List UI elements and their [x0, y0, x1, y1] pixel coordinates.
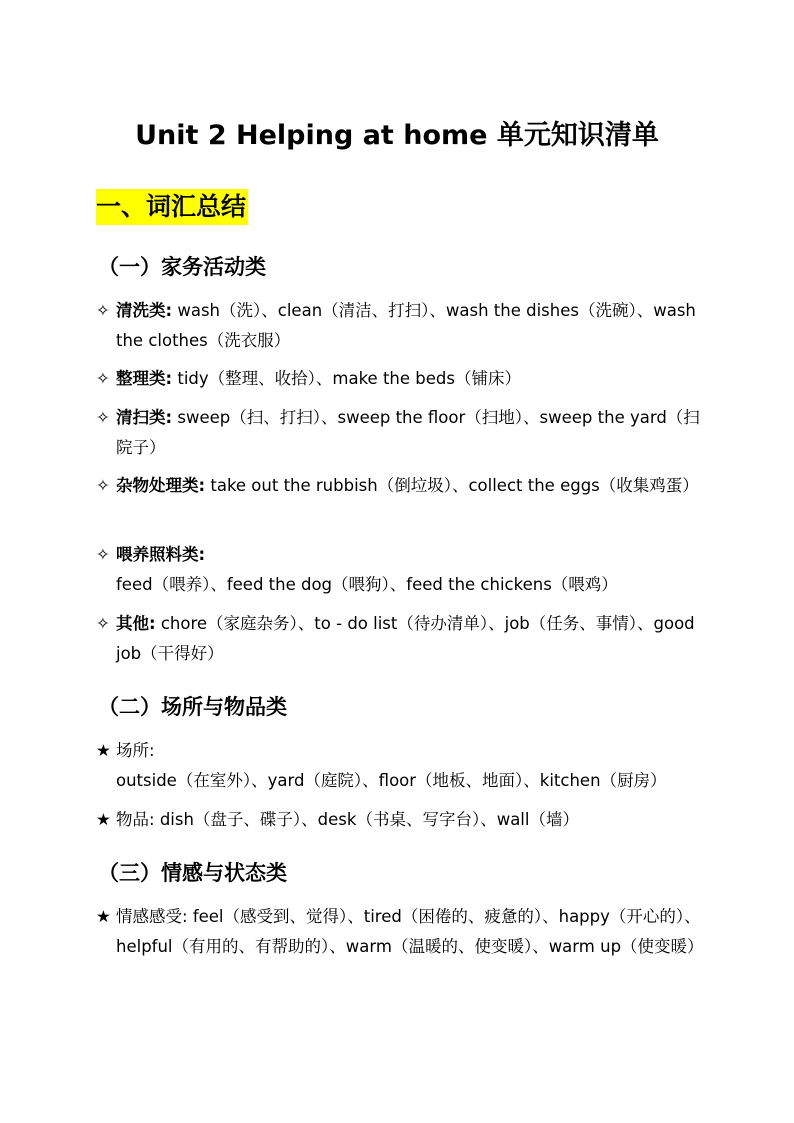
- item-text: tidy（整理、收拾）、make the beds（铺床）: [177, 369, 521, 388]
- star-bullet-icon: ★: [96, 907, 111, 926]
- item-text: outside（在室外）、yard（庭院）、floor（地板、地面）、kitchen（厨房）: [116, 771, 667, 790]
- item-label: 其他:: [116, 614, 156, 633]
- item-text: chore（家庭杂务）、to - do list（待办清单）、job（任务、事情）、good job（干得好）: [116, 614, 695, 663]
- item-text: take out the rubbish（倒垃圾）、collect the eggs（收集鸡蛋）: [210, 476, 699, 495]
- item-label: 清洗类:: [116, 301, 173, 320]
- star-bullet-icon: ★: [96, 810, 111, 829]
- item-label: 整理类:: [116, 369, 173, 388]
- item-label: 物品:: [116, 810, 155, 829]
- item-label: 清扫类:: [116, 408, 173, 427]
- list-item: [96, 540, 706, 600]
- section-heading-vocabulary: 一、词汇总结: [96, 189, 248, 225]
- item-text: wash（洗）、clean（清洁、打扫）、wash the dishes（洗碗）、wash the clothes（洗衣服）: [116, 301, 696, 350]
- list-item: [96, 902, 706, 962]
- subheading-household-chores: （一）家务活动类: [98, 255, 266, 279]
- list-item: [96, 296, 706, 356]
- list-item: [96, 403, 706, 463]
- item-label: 场所:: [116, 741, 155, 760]
- subheading-emotions-states: （三）情感与状态类: [98, 861, 287, 885]
- list-item: [96, 736, 706, 796]
- item-text: feel（感受到、觉得）、tired（困倦的、疲惫的）、happy（开心的）、helpful（有用的、有帮助的）、warm（温暖的、使变暖）、warm up（使变暖）: [116, 907, 704, 956]
- diamond-bullet-icon: ✧: [96, 545, 110, 564]
- page-title: Unit 2 Helping at home 单元知识清单: [135, 120, 659, 151]
- list-item: [96, 805, 706, 835]
- list-item: [96, 364, 706, 394]
- item-label: 喂养照料类:: [116, 545, 206, 564]
- diamond-bullet-icon: ✧: [96, 301, 110, 320]
- diamond-bullet-icon: ✧: [96, 369, 110, 388]
- item-text: feed（喂养）、feed the dog（喂狗）、feed the chickens（喂鸡）: [116, 575, 618, 594]
- diamond-bullet-icon: ✧: [96, 614, 110, 633]
- item-label: 杂物处理类:: [116, 476, 206, 495]
- list-item: [96, 471, 706, 501]
- list-item: [96, 609, 706, 669]
- item-text: dish（盘子、碟子）、desk（书桌、写字台）、wall（墙）: [159, 810, 579, 829]
- item-text: sweep（扫、打扫）、sweep the floor（扫地）、sweep the yard（扫院子）: [116, 408, 700, 457]
- diamond-bullet-icon: ✧: [96, 408, 110, 427]
- diamond-bullet-icon: ✧: [96, 476, 110, 495]
- subheading-places-items: （二）场所与物品类: [98, 695, 287, 719]
- star-bullet-icon: ★: [96, 741, 111, 760]
- item-label: 情感感受:: [116, 907, 188, 926]
